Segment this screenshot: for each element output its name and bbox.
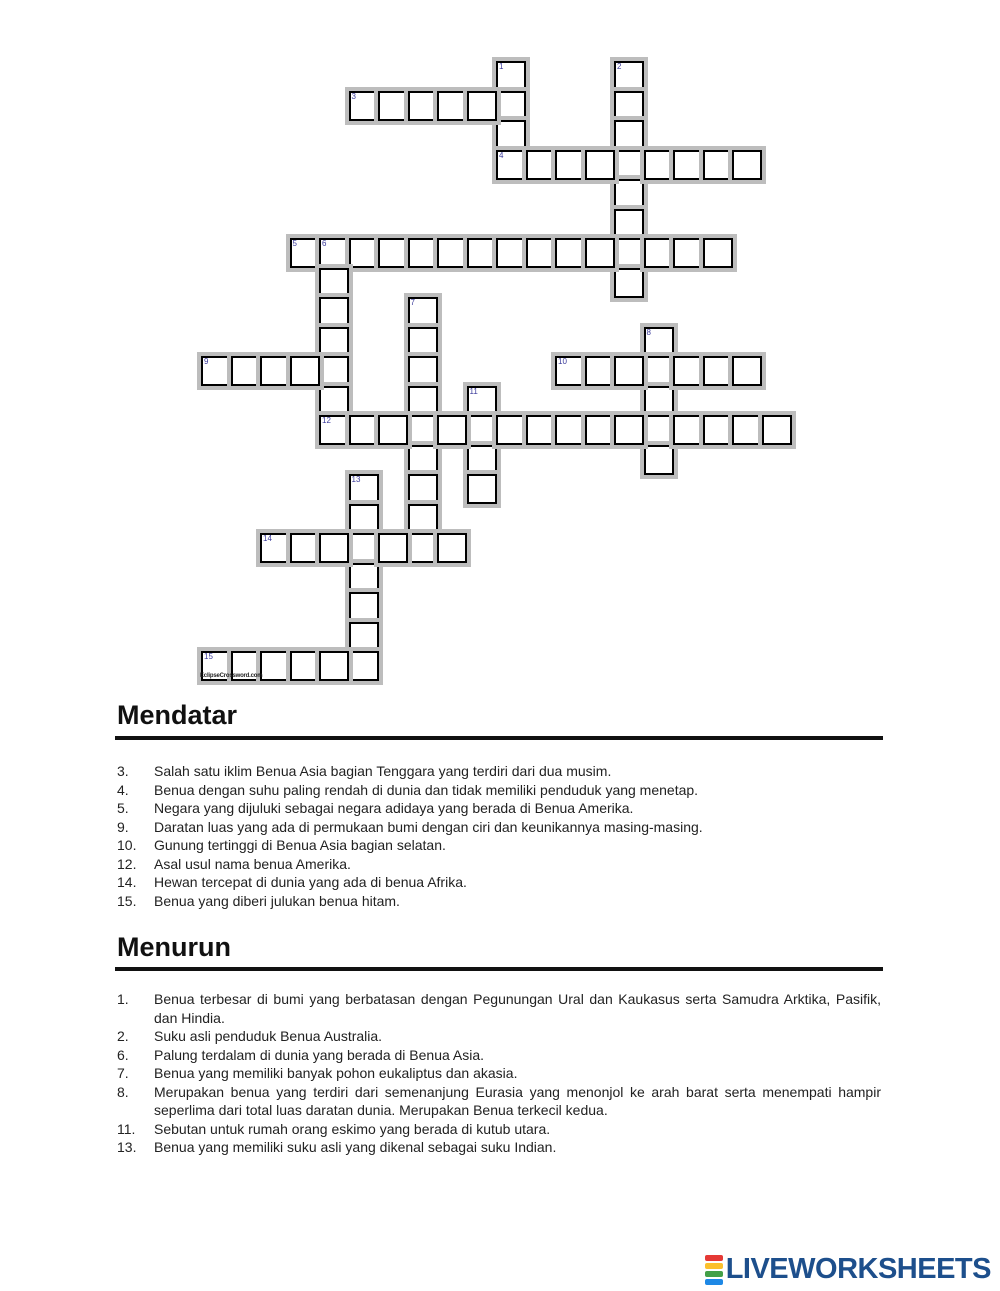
crossword-cell[interactable]	[319, 651, 349, 681]
across-clue-14: 14. Hewan tercepat di dunia yang ada di benua Afrika.	[117, 874, 467, 890]
crossword-cell[interactable]	[231, 356, 261, 386]
crossword-cell[interactable]	[437, 533, 467, 563]
crossword-cell[interactable]	[319, 356, 349, 386]
crossword-cell[interactable]	[467, 415, 497, 445]
across-clue-list	[117, 762, 881, 910]
crossword-cell[interactable]	[496, 91, 526, 121]
crossword-cell[interactable]	[437, 238, 467, 268]
crossword-cell[interactable]	[496, 120, 526, 150]
crossword-cell[interactable]	[703, 415, 733, 445]
crossword-cell[interactable]	[260, 651, 290, 681]
across-clue-4: 4. Benua dengan suhu paling rendah di dunia dan tidak memiliki penduduk yang menetap.	[117, 781, 699, 798]
clue-number-10: 10	[558, 357, 567, 366]
crossword-cell[interactable]	[732, 415, 762, 445]
crossword-cell[interactable]	[644, 445, 674, 475]
crossword-cell[interactable]	[585, 415, 615, 445]
down-title: Menurun	[117, 932, 231, 962]
down-clue-1: 1. Benua terbesar di bumi yang berbatasan dengan Pegunungan Ural dan Kaukasus serta Samudra Arktika, Pasifik, dan Hindia.	[117, 991, 881, 1026]
crossword-cell[interactable]	[349, 415, 379, 445]
crossword-cell[interactable]	[703, 150, 733, 180]
crossword-cell[interactable]	[378, 91, 408, 121]
down-clue-2: 2. Suku asli penduduk Benua Australia.	[117, 1028, 383, 1044]
crossword-cell[interactable]	[349, 592, 379, 622]
crossword-cell[interactable]	[319, 386, 349, 416]
crossword-cell[interactable]	[408, 356, 438, 386]
down-clue-6: 6. Palung terdalam di dunia yang berada di Benua Asia.	[117, 1046, 485, 1063]
down-clue-list	[117, 990, 881, 1157]
crossword-cell[interactable]	[290, 356, 320, 386]
crossword-cell[interactable]	[467, 238, 497, 268]
crossword-cell[interactable]	[319, 533, 349, 563]
down-rule	[115, 967, 883, 971]
crossword-cell[interactable]	[408, 238, 438, 268]
logo-block-green	[705, 1271, 723, 1277]
crossword-cell[interactable]	[408, 445, 438, 475]
crossword-cell[interactable]	[673, 415, 703, 445]
crossword-cell[interactable]	[437, 415, 467, 445]
crossword-cell[interactable]	[703, 356, 733, 386]
down-clue-7: 7. Benua yang memiliki banyak pohon eukaliptus dan akasia.	[117, 1065, 518, 1081]
crossword-cell[interactable]	[349, 651, 379, 681]
crossword-cell[interactable]	[378, 533, 408, 563]
crossword-cell[interactable]	[408, 386, 438, 416]
crossword-cell[interactable]	[467, 474, 497, 504]
across-clue-15: 15. Benua yang diberi julukan benua hitam.	[117, 892, 400, 909]
clue-number-2: 2	[617, 62, 622, 71]
crossword-cell[interactable]	[614, 91, 644, 121]
clue-number-3: 3	[351, 91, 356, 101]
crossword-cell[interactable]	[673, 356, 703, 386]
clue-number-5: 5	[292, 239, 297, 248]
clue-number-11: 11	[469, 386, 478, 396]
crossword-cell[interactable]	[378, 238, 408, 268]
crossword-cell[interactable]	[408, 474, 438, 504]
across-rule	[115, 736, 883, 740]
clue-number-8: 8	[646, 327, 651, 337]
clue-number-6: 6	[322, 239, 327, 248]
crossword-cell[interactable]	[290, 533, 320, 563]
crossword-cell[interactable]	[614, 179, 644, 209]
crossword-cell[interactable]	[703, 238, 733, 268]
crossword-cell[interactable]	[496, 238, 526, 268]
down-clue-8: 8. Merupakan benua yang terdiri dari semenanjung Eurasia yang menonjol ke arah barat serta menempati hampir seperlima dari total luas daratan dunia. Merupakan Benua terkecil kedua.	[117, 1083, 881, 1118]
clue-number-9: 9	[204, 357, 209, 366]
crossword-cell[interactable]	[555, 415, 585, 445]
across-clue-12: 12. Asal usul nama benua Amerika.	[117, 855, 351, 872]
crossword-cell[interactable]	[349, 238, 379, 268]
crossword-cell[interactable]	[614, 238, 644, 268]
crossword-cell[interactable]	[555, 150, 585, 180]
crossword-cell[interactable]	[644, 386, 674, 416]
clue-number-13: 13	[351, 475, 361, 484]
liveworksheets-logo	[705, 1253, 991, 1286]
crossword-cell[interactable]	[644, 150, 674, 180]
crossword-cell[interactable]	[349, 504, 379, 534]
logo-block-yellow	[705, 1263, 723, 1269]
crossword-cell[interactable]	[408, 504, 438, 534]
crossword-cell[interactable]	[732, 356, 762, 386]
crossword-cell[interactable]	[644, 415, 674, 445]
crossword-cell[interactable]	[408, 533, 438, 563]
clue-number-1: 1	[499, 62, 504, 71]
crossword-cell[interactable]	[349, 533, 379, 563]
logo-block-blue	[705, 1279, 723, 1285]
crossword-cell[interactable]	[408, 91, 438, 121]
crossword-cell[interactable]	[614, 120, 644, 150]
logo-block-red	[705, 1255, 723, 1261]
liveworksheets-logo-icon	[705, 1255, 723, 1285]
liveworksheets-logo-text: LIVEWORKSHEETS	[725, 1253, 991, 1285]
crossword-cell[interactable]	[408, 415, 438, 445]
clue-number-4: 4	[499, 150, 504, 160]
across-clue-10: 10. Gunung tertinggi di Benua Asia bagian selatan.	[117, 837, 446, 853]
crossword-cell[interactable]	[349, 563, 379, 593]
crossword-cell[interactable]	[614, 268, 644, 298]
crossword-cell[interactable]	[467, 91, 497, 121]
crossword-cell[interactable]	[614, 415, 644, 445]
crossword-cell[interactable]	[614, 209, 644, 239]
crossword-cell[interactable]	[526, 150, 556, 180]
clue-number-14: 14	[263, 534, 272, 543]
crossword-cell[interactable]	[408, 327, 438, 357]
crossword-cell[interactable]	[290, 651, 320, 681]
crossword-cell[interactable]	[644, 238, 674, 268]
down-clue-13: 13. Benua yang memiliki suku asli yang dikenal sebagai suku Indian.	[117, 1139, 557, 1155]
crossword-cell[interactable]	[673, 238, 703, 268]
crossword-cell[interactable]	[614, 356, 644, 386]
crossword-cell[interactable]	[319, 297, 349, 327]
crossword-cell[interactable]	[349, 622, 379, 652]
crossword-cell[interactable]	[319, 327, 349, 357]
across-title: Mendatar	[117, 700, 238, 730]
clue-number-15: 15	[204, 652, 213, 661]
crossword-cell[interactable]	[585, 150, 615, 180]
crossword-cell[interactable]	[467, 445, 497, 475]
crossword-cell[interactable]	[732, 150, 762, 180]
crossword-cell[interactable]	[644, 356, 674, 386]
crossword-cell[interactable]	[526, 415, 556, 445]
crossword-cell[interactable]	[319, 268, 349, 298]
down-clue-11: 11. Sebutan untuk rumah orang eskimo yang berada di kutub utara.	[117, 1120, 551, 1137]
across-clue-5: 5. Negara yang dijuluki sebagai negara adidaya yang berada di Benua Amerika.	[117, 800, 634, 816]
crossword-cell[interactable]	[526, 238, 556, 268]
crossword-cell[interactable]	[614, 150, 644, 180]
crossword-cell[interactable]	[673, 150, 703, 180]
crossword-cell[interactable]	[762, 415, 792, 445]
crossword-cell[interactable]	[260, 356, 290, 386]
clue-number-7: 7	[410, 298, 415, 307]
crossword-cell[interactable]	[496, 415, 526, 445]
clue-number-12: 12	[322, 416, 331, 425]
crossword-cell[interactable]	[378, 415, 408, 445]
across-clue-9: 9. Daratan luas yang ada di permukaan bumi dengan ciri dan keunikannya masing-masing.	[117, 818, 703, 835]
crossword-cell[interactable]	[585, 356, 615, 386]
crossword-cell[interactable]	[555, 238, 585, 268]
crossword-credit: EclipseCrossword.com	[200, 673, 263, 679]
crossword-cell[interactable]	[437, 91, 467, 121]
across-clue-3: 3. Salah satu iklim Benua Asia bagian Tenggara yang terdiri dari dua musim.	[117, 763, 612, 779]
crossword-cell[interactable]	[585, 238, 615, 268]
